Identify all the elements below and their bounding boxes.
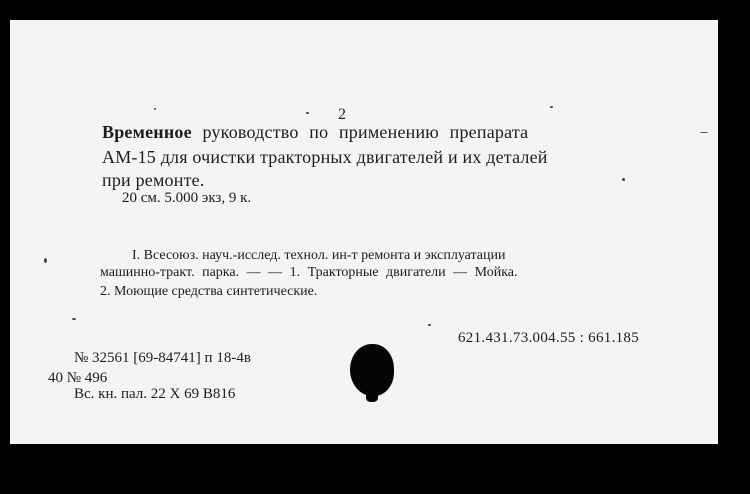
inventory-line-2: 40 № 496 [48,370,108,386]
dust-speck [700,132,708,133]
catalog-card [10,20,718,444]
dust-speck [154,108,156,110]
page-number: 2 [338,106,346,123]
inventory-line-3: Вс. кн. пал. 22 X 69 В816 [74,386,236,402]
title-line-3: при ремонте. [102,170,205,190]
publication-info: 20 см. 5.000 экз, 9 к. [122,190,252,206]
udc-code: 621.431.73.004.55 : 661.185 [458,330,640,346]
ink-blot-drip [366,392,378,402]
title-line-1-rest: руководство по применению препарата [191,122,529,142]
subject-entry-line-3: 2. Моющие средства синтетические. [100,284,318,299]
dust-speck [44,258,47,263]
title-line-2: АМ-15 для очистки тракторных двигателей и их деталей [102,147,548,167]
title-bold-word: Временное [102,122,192,142]
dust-speck [550,106,553,108]
title-line-1 [102,122,528,143]
dust-speck [428,324,431,326]
dust-speck [622,178,625,181]
dust-speck [306,112,309,114]
subject-entry-line-1: I. Всесоюз. науч.-исслед. технол. ин-т ремонта и эксплуатации [132,248,506,263]
subject-entry-line-2: машинно-тракт. парка. — — 1. Тракторные двигатели — Мойка. [100,265,518,280]
ink-blot [350,344,394,396]
dust-speck [72,318,76,320]
inventory-line-1: № 32561 [69-84741] п 18-4в [74,350,251,366]
